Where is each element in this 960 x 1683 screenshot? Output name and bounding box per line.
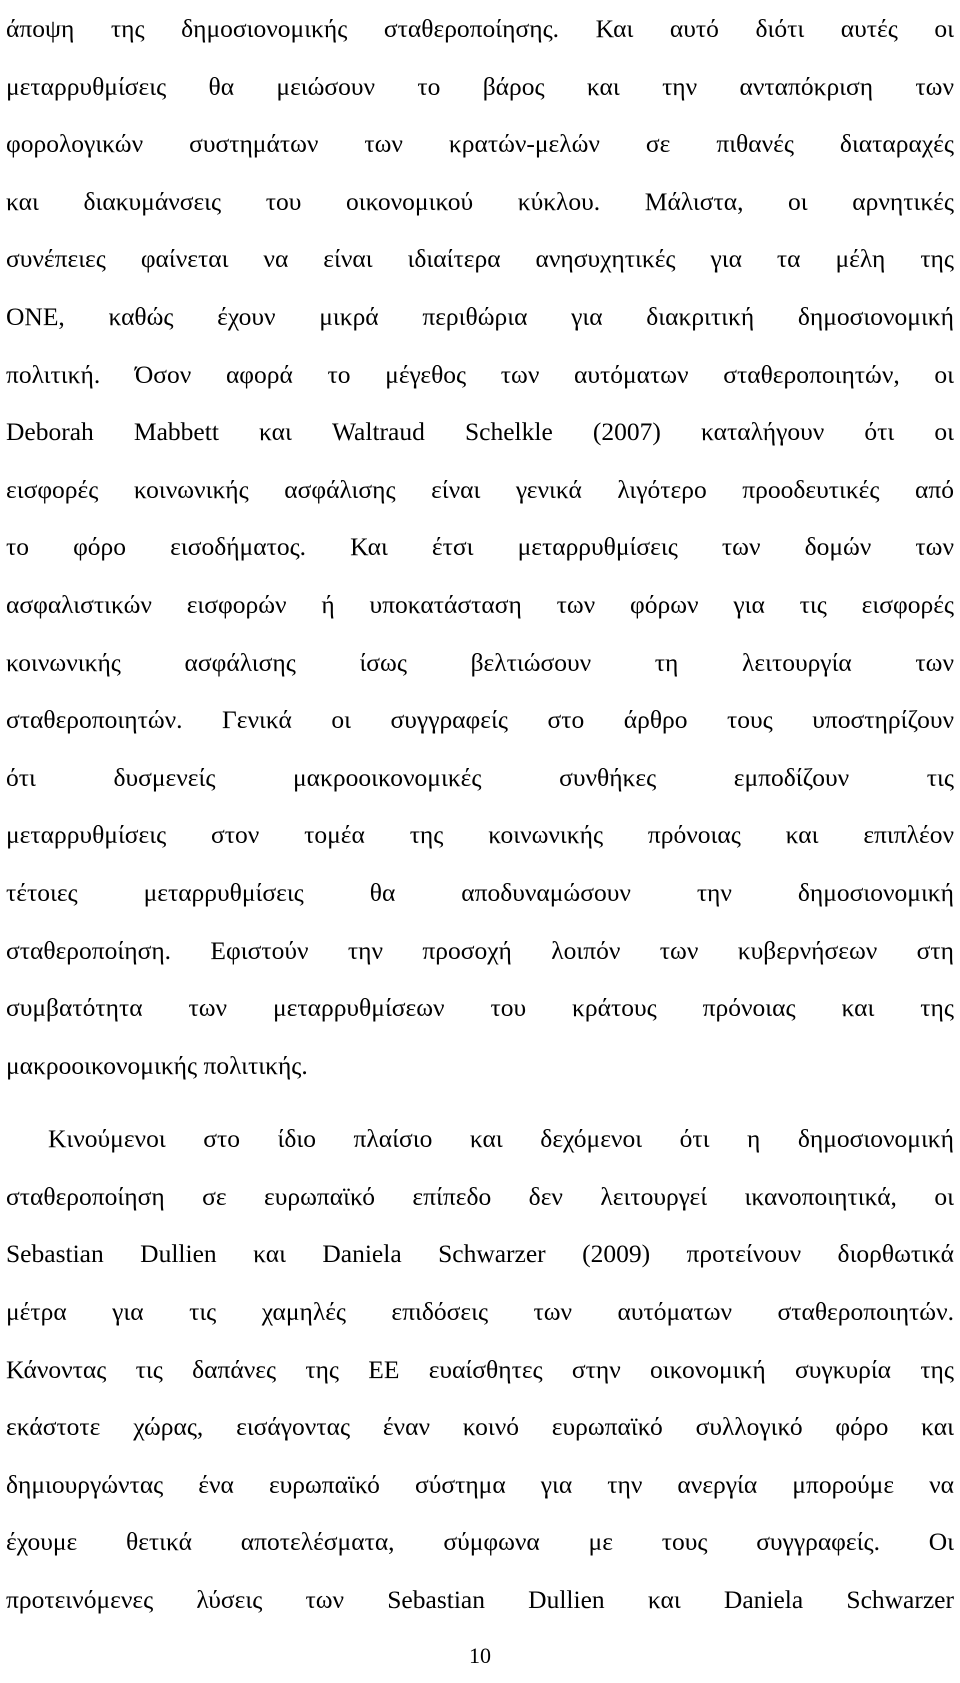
text-line: συνέπειες φαίνεται να είναι ιδιαίτερα ανησυχητικές για τα μέλη της — [6, 244, 954, 274]
text-line: εκάστοτε χώρας, εισάγοντας έναν κοινό ευρωπαϊκό συλλογικό φόρο και — [6, 1412, 954, 1442]
text-line: σταθεροποίηση σε ευρωπαϊκό επίπεδο δεν λειτουργεί ικανοποιητικά, οι — [6, 1181, 954, 1211]
text-line: Deborah Mabbett και Waltraud Schelkle (2007) καταλήγουν ότι οι — [6, 417, 954, 447]
text-line: και διακυμάνσεις του οικονομικού κύκλου. Μάλιστα, οι αρνητικές — [6, 186, 954, 216]
text-line: έχουμε θετικά αποτελέσματα, σύμφωνα με τους συγγραφείς. Οι — [6, 1527, 954, 1557]
text-line: Κινούμενοι στο ίδιο πλαίσιο και δεχόμενοι ότι η δημοσιονομική — [48, 1124, 954, 1154]
text-line: Κάνοντας τις δαπάνες της ΕΕ ευαίσθητες στην οικονομική συγκυρία της — [6, 1354, 954, 1384]
paragraph-1 — [6, 0, 954, 1094]
text-line: δημιουργώντας ένα ευρωπαϊκό σύστημα για την ανεργία μπορούμε να — [6, 1469, 954, 1499]
text-line: προτεινόμενες λύσεις των Sebastian Dullien και Daniela Schwarzer — [6, 1585, 954, 1615]
text-line: σταθεροποιητών. Γενικά οι συγγραφείς στο άρθρο τους υποστηρίζουν — [6, 705, 954, 735]
body-text — [6, 0, 954, 1629]
text-line: ότι δυσμενείς μακροοικονομικές συνθήκες εμποδίζουν τις — [6, 762, 954, 792]
text-line: τέτοιες μεταρρυθμίσεις θα αποδυναμώσουν την δημοσιονομική — [6, 877, 954, 907]
text-line: Sebastian Dullien και Daniela Schwarzer (2009) προτείνουν διορθωτικά — [6, 1239, 954, 1269]
text-line: συμβατότητα των μεταρρυθμίσεων του κράτους πρόνοιας και της — [6, 993, 954, 1023]
text-line: το φόρο εισοδήματος. Και έτσι μεταρρυθμίσεις των δομών των — [6, 532, 954, 562]
text-line: μεταρρυθμίσεις στον τομέα της κοινωνικής πρόνοιας και επιπλέον — [6, 820, 954, 850]
text-line: μεταρρυθμίσεις θα μειώσουν το βάρος και την ανταπόκριση των — [6, 71, 954, 101]
text-line: άποψη της δημοσιονομικής σταθεροποίησης. Και αυτό διότι αυτές οι — [6, 14, 954, 43]
page-number: 10 — [469, 1643, 491, 1668]
text-line: μακροοικονομικής πολιτικής. — [6, 1050, 308, 1080]
text-line: ΟΝΕ, καθώς έχουν μικρά περιθώρια για διακριτική δημοσιονομική — [6, 301, 954, 331]
text-line: σταθεροποίηση. Εφιστούν την προσοχή λοιπόν των κυβερνήσεων στη — [6, 935, 954, 965]
text-line: ασφαλιστικών εισφορών ή υποκατάσταση των φόρων για τις εισφορές — [6, 589, 954, 619]
text-line: φορολογικών συστημάτων των κρατών-μελών σε πιθανές διαταραχές — [6, 129, 954, 159]
paragraph-2 — [6, 1110, 954, 1628]
text-line: μέτρα για τις χαμηλές επιδόσεις των αυτόματων σταθεροποιητών. — [6, 1297, 954, 1327]
text-line: πολιτική. Όσον αφορά το μέγεθος των αυτόματων σταθεροποιητών, οι — [6, 359, 954, 389]
text-line: εισφορές κοινωνικής ασφάλισης είναι γενικά λιγότερο προοδευτικές από — [6, 474, 954, 504]
text-line: κοινωνικής ασφάλισης ίσως βελτιώσουν τη λειτουργία των — [6, 647, 954, 677]
